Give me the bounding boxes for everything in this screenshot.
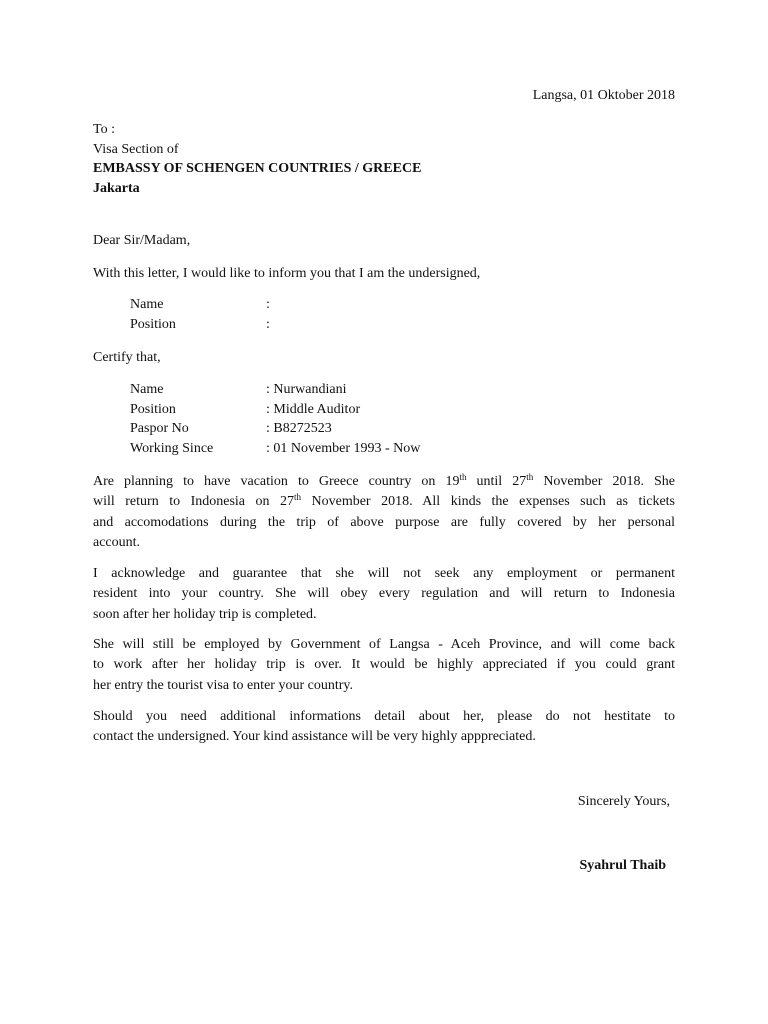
field-value: : 01 November 1993 - Now — [266, 441, 421, 456]
to-label: To : — [93, 122, 115, 137]
salutation: Dear Sir/Madam, — [93, 233, 191, 248]
ordinal-suffix: th — [526, 472, 534, 482]
subject-row-position — [130, 400, 360, 420]
paragraph-line: resident into your country. She will obey every regulation and will return to Indonesia — [93, 586, 675, 602]
paragraph-line: Should you need additional informations detail about her, please do not hestitate to — [93, 709, 675, 724]
field-value: : — [266, 297, 270, 312]
recipient-line-embassy: EMBASSY OF SCHENGEN COUNTRIES / GREECE — [93, 161, 422, 176]
paragraph-line: contact the undersigned. Your kind assistance will be very highly apppreciated. — [93, 729, 536, 745]
text: November 2018. All kinds the expenses such as tickets — [301, 494, 676, 510]
field-label: Working Since — [130, 441, 214, 456]
place-date: Langsa, 01 Oktober 2018 — [532, 88, 675, 103]
subject-row-working-since — [130, 439, 420, 459]
signatory-name: Syahrul Thaib — [579, 858, 666, 873]
field-label: Name — [130, 382, 164, 397]
paragraph-guarantee — [93, 564, 675, 625]
field-label: Position — [130, 402, 176, 417]
field-label: Paspor No — [130, 421, 189, 436]
paragraph-line: her entry the tourist visa to enter your country. — [93, 677, 353, 693]
paragraph-line — [93, 492, 675, 512]
paragraph-employment — [93, 635, 675, 696]
field-value: : — [266, 317, 270, 332]
paragraph-line: account. — [93, 535, 141, 551]
text: until 27 — [466, 474, 527, 489]
field-label: Name — [130, 297, 164, 312]
paragraph-line: and accomodations during the trip of above purpose are fully covered by her personal — [93, 514, 675, 530]
paragraph-line — [93, 472, 675, 492]
subject-row-name — [130, 380, 346, 400]
undersigned-row-position — [130, 315, 270, 335]
ordinal-suffix: th — [459, 472, 467, 482]
field-value: : Middle Auditor — [266, 402, 361, 417]
field-label: Position — [130, 317, 176, 332]
undersigned-row-name — [130, 295, 270, 315]
subject-row-passport — [130, 419, 332, 439]
text: Are planning to have vacation to Greece country on 19 — [93, 474, 460, 489]
paragraph-line: soon after her holiday trip is completed. — [93, 606, 317, 622]
paragraph-line: I acknowledge and guarantee that she will not seek any employment or permanent — [93, 566, 675, 581]
recipient-line-visa-section: Visa Section of — [93, 142, 179, 157]
paragraph-contact — [93, 707, 675, 748]
certify-label: Certify that, — [93, 350, 161, 365]
paragraph-line: She will still be employed by Government of Langsa - Aceh Province, and will come back — [93, 637, 675, 652]
recipient-line-city: Jakarta — [93, 181, 140, 196]
intro-text: With this letter, I would like to inform you that I am the undersigned, — [93, 266, 481, 281]
field-value: : Nurwandiani — [266, 382, 347, 397]
field-value: : B8272523 — [266, 421, 332, 436]
paragraph-line: to work after her holiday trip is over. It would be highly appreciated if you could grant — [93, 657, 675, 673]
paragraph-travel-plan — [93, 472, 675, 554]
ordinal-suffix: th — [294, 492, 302, 503]
closing-phrase: Sincerely Yours, — [577, 794, 670, 809]
text: will return to Indonesia on 27 — [93, 494, 294, 510]
text: November 2018. She — [533, 474, 676, 489]
